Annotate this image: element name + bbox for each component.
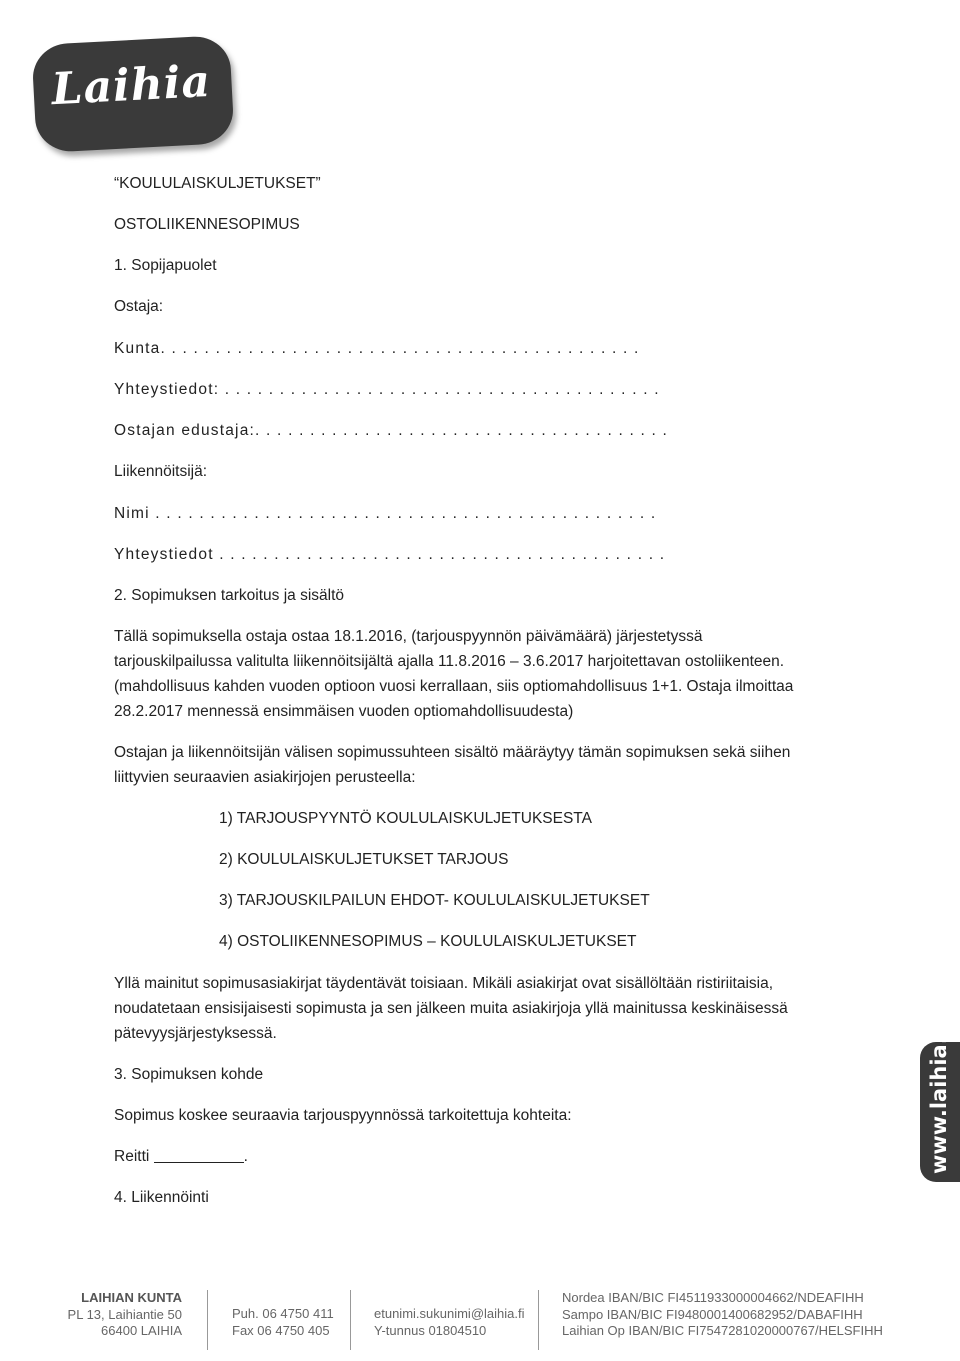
liikennoitsija-yhteystiedot-field: Yhteystiedot . . . . . . . . . . . . . . . . . . . . . . . . . . . . . . . . . . . . . . . . . <box>114 546 666 563</box>
laihia-logo <box>31 35 234 153</box>
footer-bank-block <box>562 1290 883 1340</box>
section-2-heading: 2. Sopimuksen tarkoitus ja sisältö <box>114 587 345 604</box>
footer-fax: Fax 06 4750 405 <box>232 1322 330 1338</box>
paragraph-3-line-1: Yllä mainitut sopimusasiakirjat täydentävät toisiaan. Mikäli asiakirjat ovat sisällöltään ristiriitaisia, <box>114 975 774 992</box>
footer-email: etunimi.sukunimi@laihia.fi <box>374 1306 525 1321</box>
reitti-field <box>114 1145 248 1170</box>
paragraph-3-line-3: pätevyysjärjestyksessä. <box>114 1025 277 1042</box>
list-item: 4) OSTOLIIKENNESOPIMUS – KOULULAISKULJETUKSET <box>219 933 637 950</box>
footer-org-address1: PL 13, Laihiantie 50 <box>67 1306 182 1322</box>
nimi-field: Nimi . . . . . . . . . . . . . . . . . . . . . . . . . . . . . . . . . . . . . . . . . . . . . . <box>114 505 657 522</box>
footer-bank-op: Laihian Op IBAN/BIC FI7547281020000767/HELSFIHH <box>562 1323 883 1338</box>
list-item: 1) TARJOUSPYYNTÖ KOULULAISKULJETUKSESTA <box>219 810 592 827</box>
footer-org-address2: 66400 LAIHIA <box>101 1323 182 1338</box>
paragraph-1-line-4: 28.2.2017 mennessä ensimmäisen vuoden optiomahdollisuudesta) <box>114 703 574 720</box>
paragraph-4: Sopimus koskee seuraavia tarjouspyynnössä tarkoitettuja kohteita: <box>114 1107 572 1124</box>
list-item: 2) KOULULAISKULJETUKSET TARJOUS <box>219 851 509 868</box>
paragraph-1-line-3: (mahdollisuus kahden vuoden optioon vuosi kerrallaan, siis optiomahdollisuus 1+1. Ostaja ilmoittaa <box>114 678 794 695</box>
section-3-heading: 3. Sopimuksen kohde <box>114 1066 264 1083</box>
section-1-heading: 1. Sopijapuolet <box>114 257 217 274</box>
footer-phone-block <box>232 1306 334 1339</box>
ostaja-label: Ostaja: <box>114 298 164 315</box>
logo-text: Laihia <box>50 55 213 116</box>
website-text: www.laihia.fi <box>927 1020 951 1174</box>
footer-org-name: LAIHIAN KUNTA <box>81 1290 182 1305</box>
paragraph-1-line-2: tarjouskilpailussa valitulta liikennöitsijältä ajalla 11.8.2016 – 3.6.2017 harjoitettavan ostoliikenteen. <box>114 653 785 670</box>
paragraph-1-line-1: Tällä sopimuksella ostaja ostaa 18.1.2016, (tarjouspyynnön päivämäärä) järjestetyssä <box>114 628 703 645</box>
footer-divider <box>207 1290 208 1350</box>
kunta-field: Kunta. . . . . . . . . . . . . . . . . . . . . . . . . . . . . . . . . . . . . . . . . . . . <box>114 340 640 357</box>
liikennoitsija-label: Liikennöitsijä: <box>114 463 208 480</box>
reitti-label: Reitti <box>114 1148 150 1165</box>
footer-divider <box>538 1290 539 1350</box>
document-title: “KOULULAISKULJETUKSET” <box>114 175 321 192</box>
paragraph-3-line-2: noudatetaan ensisijaisesti sopimusta ja sen jälkeen muita asiakirjoja yllä mainitussa keskinäisessä <box>114 1000 788 1017</box>
list-item: 3) TARJOUSKILPAILUN EHDOT- KOULULAISKULJETUKSET <box>219 892 650 909</box>
reitti-period: . <box>243 1148 248 1165</box>
paragraph-2-line-2: liittyvien seuraavien asiakirjojen perusteella: <box>114 769 416 786</box>
reitti-blank <box>154 1148 244 1163</box>
footer <box>0 1290 960 1350</box>
paragraph-2-line-1: Ostajan ja liikennöitsijän välisen sopimussuhteen sisältö määräytyy tämän sopimuksen sekä siihen <box>114 744 791 761</box>
section-4-heading: 4. Liikennöinti <box>114 1189 209 1206</box>
ostaja-yhteystiedot-field: Yhteystiedot: . . . . . . . . . . . . . . . . . . . . . . . . . . . . . . . . . . . . . . . . <box>114 381 660 398</box>
footer-contact-block <box>374 1306 524 1339</box>
website-side-tab <box>920 1020 960 1182</box>
footer-bank-nordea: Nordea IBAN/BIC FI4511933000004662/NDEAFIHH <box>562 1290 864 1305</box>
ostajan-edustaja-field: Ostajan edustaja:. . . . . . . . . . . . . . . . . . . . . . . . . . . . . . . . . . . . . . <box>114 422 669 439</box>
footer-ytunnus: Y-tunnus 01804510 <box>374 1322 487 1338</box>
document-subtitle: OSTOLIIKENNESOPIMUS <box>114 216 300 233</box>
footer-bank-sampo: Sampo IBAN/BIC FI9480001400682952/DABAFIHH <box>562 1306 863 1322</box>
footer-organization <box>68 1290 182 1340</box>
footer-phone: Puh. 06 4750 411 <box>232 1306 334 1321</box>
footer-divider <box>350 1290 351 1350</box>
